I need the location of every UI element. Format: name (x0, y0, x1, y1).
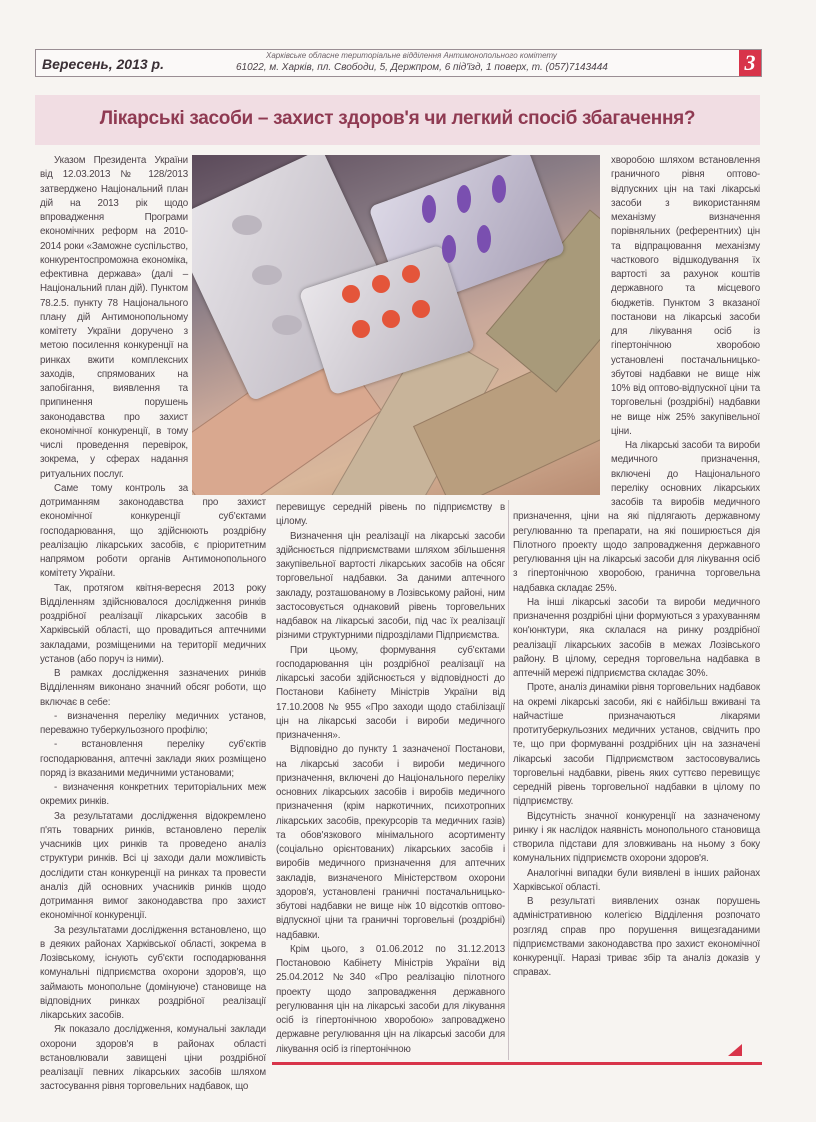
paragraph: Так, протягом квітня-вересня 2013 року Відділенням здійснювалося дослідження ринків роздрібної реалізації лікарських засобів в Харківській області, що провадиться аптечними закладами, розміщеними на території медичних установ (або поруч із ними). (40, 582, 266, 665)
paragraph: За результатами дослідження відокремлено п'ять товарних ринків, встановлено перелік учасників цих ринків та проведено аналіз структури ринків. Всі ці заходи дали можливість дослідити стан конкуренції на ринках та провести аналіз дій основних учасників ринків щодо дотримання вимог законодавства про захист економічної конкуренції. (40, 810, 266, 922)
paragraph: - визначення конкретних територіальних меж окремих ринків. (40, 782, 266, 808)
page-number: 3 (739, 50, 761, 76)
paragraph: Відсутність значної конкуренції на зазначеному ринку і як наслідок наявність монопольного становища створила підстави для зловживань на ньому з боку комунальних підприємств охорони здоров'я. (513, 810, 760, 865)
paragraph: - встановлення переліку суб'єктів господарювання, аптечні заклади яких розміщено поряд із вказаними медичними установами; (40, 739, 266, 779)
paragraph: хворобою шляхом встановлення граничного рівня оптово-відпускних цін на такі лікарські засоби з використанням механізму визначення порівняльних (референтних) цін та відпрацювання механізму часткового відшкодування їх вартості за рахунок коштів державного та місцевого бюджетів. Пунктом 3 вказаної постанови на лікарські засоби для лікування осіб із гіпертонічною хворобою установлені постачальницько-збутові надбавки не вище ніж 10% від оптово-відпускної ціни та торговельні (роздрібні) надбавки не вище ніж 25% закупівельної ціни. (611, 155, 760, 437)
page-header (35, 49, 762, 77)
article-end-triangle-icon (728, 1044, 742, 1056)
paragraph: При цьому, формування суб'єктами господарювання цін роздрібної реалізації на лікарські засоби здійснюється у відповідності до Постанови Кабінету Міністрів України від 17.10.2008 № 955 «Про заходи щодо стабілізації цін на лікарські засоби і вироби медичного призначення». (276, 644, 505, 741)
paragraph: Визначення цін реалізації на лікарські засоби здійснюється підприємствами шляхом збільшення закупівельної вартості лікарських засобів на обсяг торговельної надбавки. За даними аптечного закладу, розташованому в Лозівському районі, ним застосовується однаковий рівень торговельних надбавок на лікарські засоби, під час їх реалізації різними структурними підрозділами Підприємства. (276, 530, 505, 642)
paragraph: - визначення переліку медичних установ, переважно туберкульозного профілю; (40, 710, 266, 736)
paragraph: Аналогічні випадки були виявлені в інших районах Харківської області. (513, 867, 760, 893)
paragraph: В рамках дослідження зазначених ринків Відділенням виконано значний обсяг роботи, що включає в себе: (40, 668, 266, 708)
paragraph: Проте, аналіз динаміки рівня торговельних надбавок на окремі лікарські засоби, які є найбільш вживані та найчастіше призначаються лікарями протитуберкульозних медичних установ, свідчить про те, що при формуванні роздрібних цін на зазначені лікарські засоби Підприємством застосовувались торговельні надбавки, рівень яких суттєво перевищує середній рівень торговельної надбавки в цілому по підприємству. (513, 682, 760, 808)
paragraph: Крім цього, з 01.06.2012 по 31.12.2013 Постановою Кабінету Міністрів України від 25.04.2012 №340 «Про реалізацію пілотного проекту щодо запровадження державного регулювання цін на лікарські засоби для лікування осіб із гіпертонічною хворобою» запроваджено державне регулювання цін на лікарські засоби для лікування осіб із гіпертонічною (276, 943, 505, 1055)
column-divider (508, 500, 509, 1060)
paragraph: На інші лікарські засоби та вироби медичного призначення роздрібні ціни формуються з урахуванням кон'юнктури, яка склалася на ринку роздрібної реалізації лікарських засобів в межах Лозівського району. В цілому, середня торговельна надбавка в аптечній мережі підприємства складає 30%. (513, 596, 760, 679)
paragraph: перевищує середній рівень по підприємству в цілому. (276, 502, 505, 528)
organization-address: 61022, м. Харків, пл. Свободи, 5, Держпром, 6 під'їзд, 1 поверх, т. (057)7143444 (236, 62, 608, 73)
paragraph: За результатами дослідження встановлено, що в деяких районах Харківської області, зокрема в Лозівському, існують суб'єкти господарювання комунальні підприємства охорони здоров'я, що займають монопольне (домінуюче) становище на відповідних ринках роздрібної реалізації лікарських засобів. (40, 924, 266, 1021)
paragraph: На лікарські засоби та вироби медичного призначення, включені до Національного переліку основних лікарських засобів та виробів медичного призначення, ціни на які підлягають державному регулюванню та препарати, на які поширюється дія Пілотного проекту щодо запровадження державного регулювання цін на лікарські засоби для лікування осіб з гіпертонічною хворобою, гранична торговельна надбавка складає 25%. (513, 440, 760, 594)
column-2 (276, 501, 505, 1057)
bottom-rule (272, 1062, 762, 1065)
title-band (35, 95, 760, 145)
paragraph: Указом Президента України від 12.03.2013 № 128/2013 затверджено Національний план дій на 2013 рік щодо впровадження Програми економічних реформ на 2010-2014 роки «Заможне суспільство, конкурентоспроможна економіка, ефективна держава» (далі – Національний план дій). Пунктом 78.2.5. пункту 78 Національного плану дій Антимонопольному комітету України доручено з метою посилення конкуренції на ринках вжити комплексних заходів, спрямованих на запобігання, виявлення та припинення порушень законодавства про захист економічної конкуренції, в тому числі проведення перевірок, зокрема, у сферах надання ритуальних послуг. (40, 155, 188, 480)
column-3 (513, 154, 760, 981)
article-title: Лікарські засоби – захист здоров'я чи легкий спосіб збагачення? (99, 108, 696, 129)
paragraph: Як показало дослідження, комунальні заклади охорони здоров'я в районах області встановлювали завищені ціни роздрібної реалізації певних лікарських засобів шляхом застосування рівня торговельних надбавок, що (40, 1024, 266, 1093)
issue-date: Вересень, 2013 р. (42, 56, 165, 72)
paragraph: В результаті виявлених ознак порушень адміністративною колегією Відділення розпочато розгляд справ про порушення вищезгаданими підприємствами законодавства про захист економічної конкуренції. Наразі триває збір та аналіз доказів у справах. (513, 896, 760, 979)
paragraph: Відповідно до пункту 1 зазначеної Постанови, на лікарські засоби і вироби медичного призначення, включені до Національного переліку основних лікарських засобів і виробів медичного призначення (крім наркотичних, психотропних лікарських засобів, прекурсорів та медичних газів) та обов'язкового мінімального асортименту (соціально орієнтованих) лікарських засобів і виробів медичного призначення для аптечних закладів, визначеного Міністерством охорони здоров'я, установлені граничні постачальницько-збутові надбавки не вище ніж 10 відсотків оптово-відпускної ціни та граничні торговельні (роздрібні) надбавки. (276, 744, 505, 941)
column-1 (40, 154, 266, 1095)
paragraph: Саме тому контроль за дотриманням законодавства про захист економічної конкуренції суб'єктами господарювання, що здійснюють роздрібну реалізацію лікарських засобів, є пріоритетним напрямом роботи органів Антимонопольного комітету України. (40, 482, 266, 580)
organization-name: Харківське обласне територіальне відділення Антимонопольного комітету (266, 51, 557, 60)
